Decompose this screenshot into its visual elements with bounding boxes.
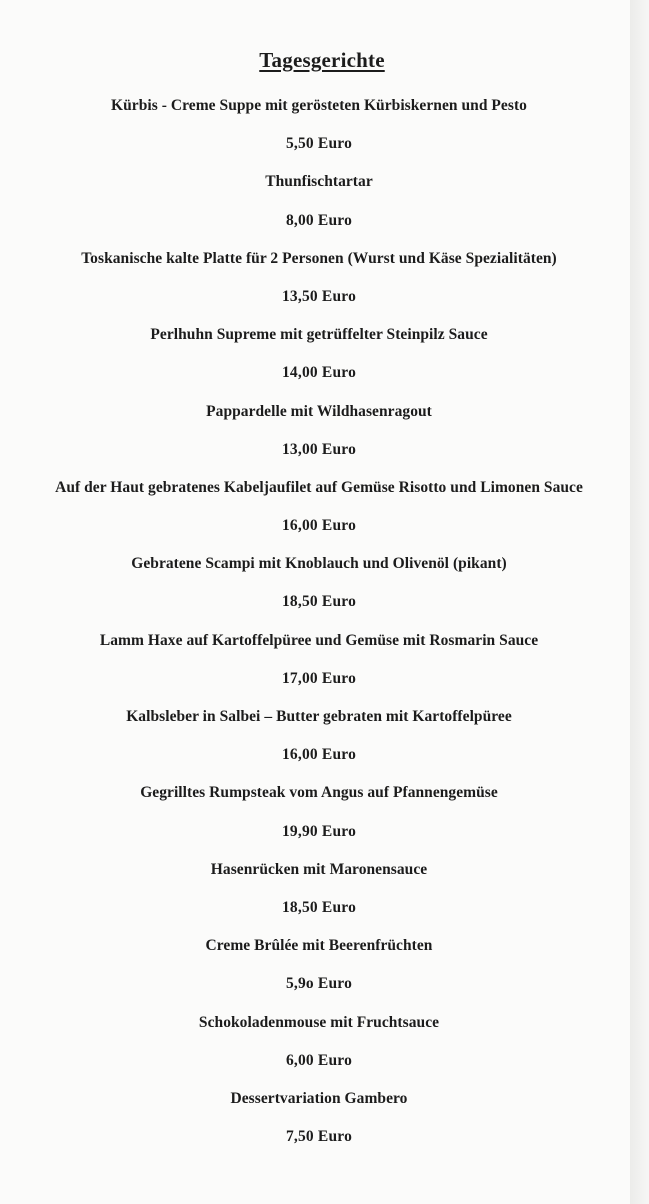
menu-item [0, 780, 638, 856]
dish-price: 13,00 Euro [281, 440, 357, 458]
dish-price: 8,00 Euro [285, 211, 353, 229]
dish-price: 7,50 Euro [285, 1128, 353, 1146]
dish-price: 13,50 Euro [281, 287, 357, 305]
dish-name: Gebratene Scampi mit Knoblauch und Olivenöl (pikant) [131, 555, 507, 573]
dish-name: Hasenrücken mit Maronensauce [210, 860, 428, 878]
dish-name: Perlhuhn Supreme mit getrüffelter Steinpilz Sauce [150, 326, 488, 344]
dish-name: Kürbis - Creme Suppe mit gerösteten Kürbiskernen und Pesto [111, 97, 527, 114]
dish-price: 5,9o Euro [285, 975, 353, 993]
dish-name: Schokoladenmouse mit Fruchtsauce [198, 1013, 440, 1031]
scan-edge [630, 0, 649, 1204]
dish-name: Thunfischtartar [265, 173, 373, 191]
menu-item [0, 551, 638, 627]
menu-title: Tagesgerichte [259, 48, 385, 72]
dish-name: Auf der Haut gebratenes Kabeljaufilet auf Gemüse Risotto und Limonen Sauce [55, 478, 583, 496]
dish-name: Gegrilltes Rumpsteak vom Angus auf Pfannengemüse [140, 784, 498, 802]
dish-price: 16,00 Euro [281, 746, 357, 764]
dish-price: 18,50 Euro [281, 898, 357, 916]
dish-name: Lamm Haxe auf Kartoffelpüree und Gemüse mit Rosmarin Sauce [99, 631, 539, 649]
menu-list [0, 93, 638, 1162]
menu-item [0, 399, 638, 475]
dish-price: 14,00 Euro [281, 364, 357, 382]
menu-item [0, 93, 638, 169]
menu-item [0, 628, 638, 704]
menu-item [0, 322, 638, 398]
dish-name: Creme Brûlée mit Beerenfrüchten [205, 937, 433, 955]
dish-price: 17,00 Euro [281, 669, 357, 687]
menu-item [0, 704, 638, 780]
menu-item [0, 169, 638, 245]
dish-name: Dessertvariation Gambero [230, 1089, 408, 1107]
dish-name: Toskanische kalte Platte für 2 Personen (Wurst und Käse Spezialitäten) [81, 249, 557, 267]
menu-item [0, 246, 638, 322]
dish-name: Pappardelle mit Wildhasenragout [206, 402, 432, 420]
dish-price: 5,50 Euro [285, 135, 353, 153]
menu-item [0, 1010, 638, 1086]
dish-price: 18,50 Euro [281, 593, 357, 611]
dish-price: 6,00 Euro [285, 1051, 353, 1069]
dish-name: Kalbsleber in Salbei – Butter gebraten mit Kartoffelpüree [126, 708, 512, 725]
menu-item [0, 475, 638, 551]
menu-item [0, 857, 638, 933]
menu-item [0, 933, 638, 1009]
dish-price: 19,90 Euro [281, 822, 357, 840]
menu-item [0, 1086, 638, 1162]
dish-price: 16,00 Euro [281, 517, 357, 535]
